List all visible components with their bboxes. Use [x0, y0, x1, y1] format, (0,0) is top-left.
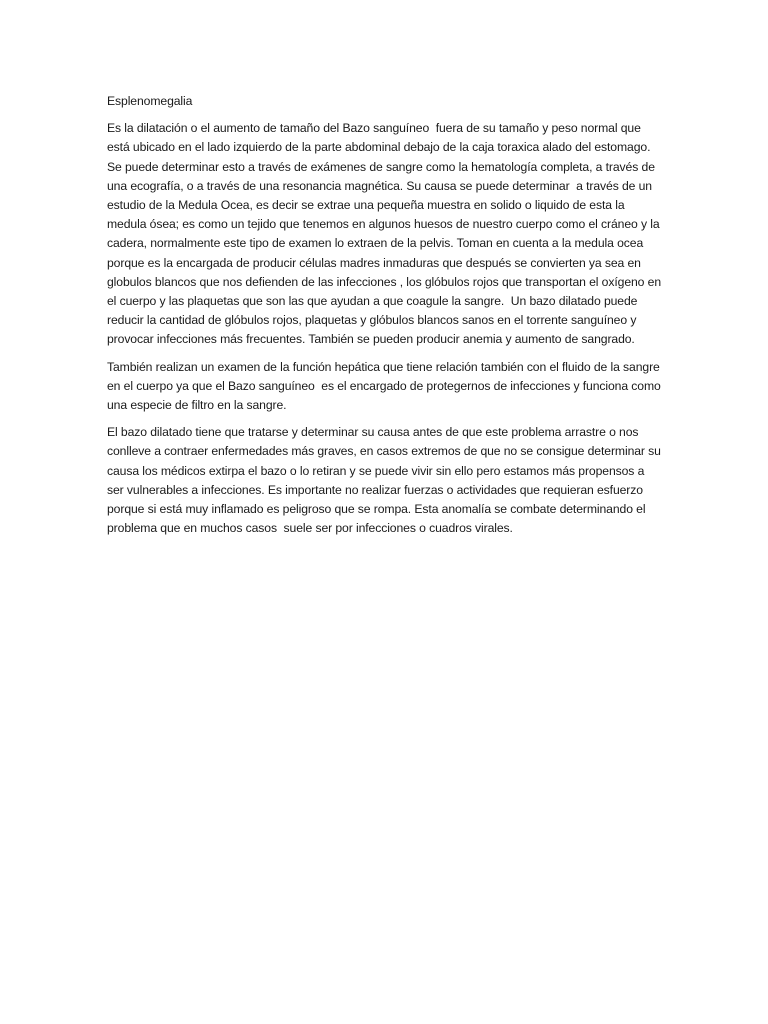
- paragraph-1: Es la dilatación o el aumento de tamaño del Bazo sanguíneo fuera de su tamaño y peso normal que está ubicado en el lado izquierdo de la parte abdominal debajo de la caja toraxica alado del estomago. Se puede determinar esto a través de exámenes de sangre como la hematología completa, a través de una ecografía, o a través de una resonancia magnética. Su causa se puede determinar a través de un estudio de la Medula Ocea, es decir se extrae una pequeña muestra en solido o liquido de esta la medula ósea; es como un tejido que tenemos en algunos huesos de nuestro cuerpo como el cráneo y la cadera, normalmente este tipo de examen lo extraen de la pelvis. Toman en cuenta a la medula ocea porque es la encargada de producir células madres inmaduras que después se convierten ya sea en globulos blancos que nos defienden de las infecciones , los glóbulos rojos que transportan el oxígeno en el cuerpo y las plaquetas que son las que ayudan a que coagule la sangre. Un bazo dilatado puede reducir la cantidad de glóbulos rojos, plaquetas y glóbulos blancos sanos en el torrente sanguíneo y provocar infecciones más frecuentes. También se pueden producir anemia y aumento de sangrado.: [107, 121, 665, 347]
- document-title: Esplenomegalia: [107, 94, 193, 108]
- document-body: [107, 92, 665, 546]
- paragraph-3: El bazo dilatado tiene que tratarse y determinar su causa antes de que este problema arrastre o nos conlleve a contraer enfermedades más graves, en casos extremos de que no se consigue determinar su causa los médicos extirpa el bazo o lo retiran y se puede vivir sin ello pero estamos más propensos a ser vulnerables a infecciones. Es importante no realizar fuerzas o actividades que requieran esfuerzo porque si está muy inflamado es peligroso que se rompa. Esta anomalía se combate determinando el problema que en muchos casos suele ser por infecciones o cuadros virales.: [107, 425, 665, 536]
- paragraph-2: También realizan un examen de la función hepática que tiene relación también con el fluido de la sangre en el cuerpo ya que el Bazo sanguíneo es el encargado de protegernos de infecciones y funciona como una especie de filtro en la sangre.: [107, 359, 665, 413]
